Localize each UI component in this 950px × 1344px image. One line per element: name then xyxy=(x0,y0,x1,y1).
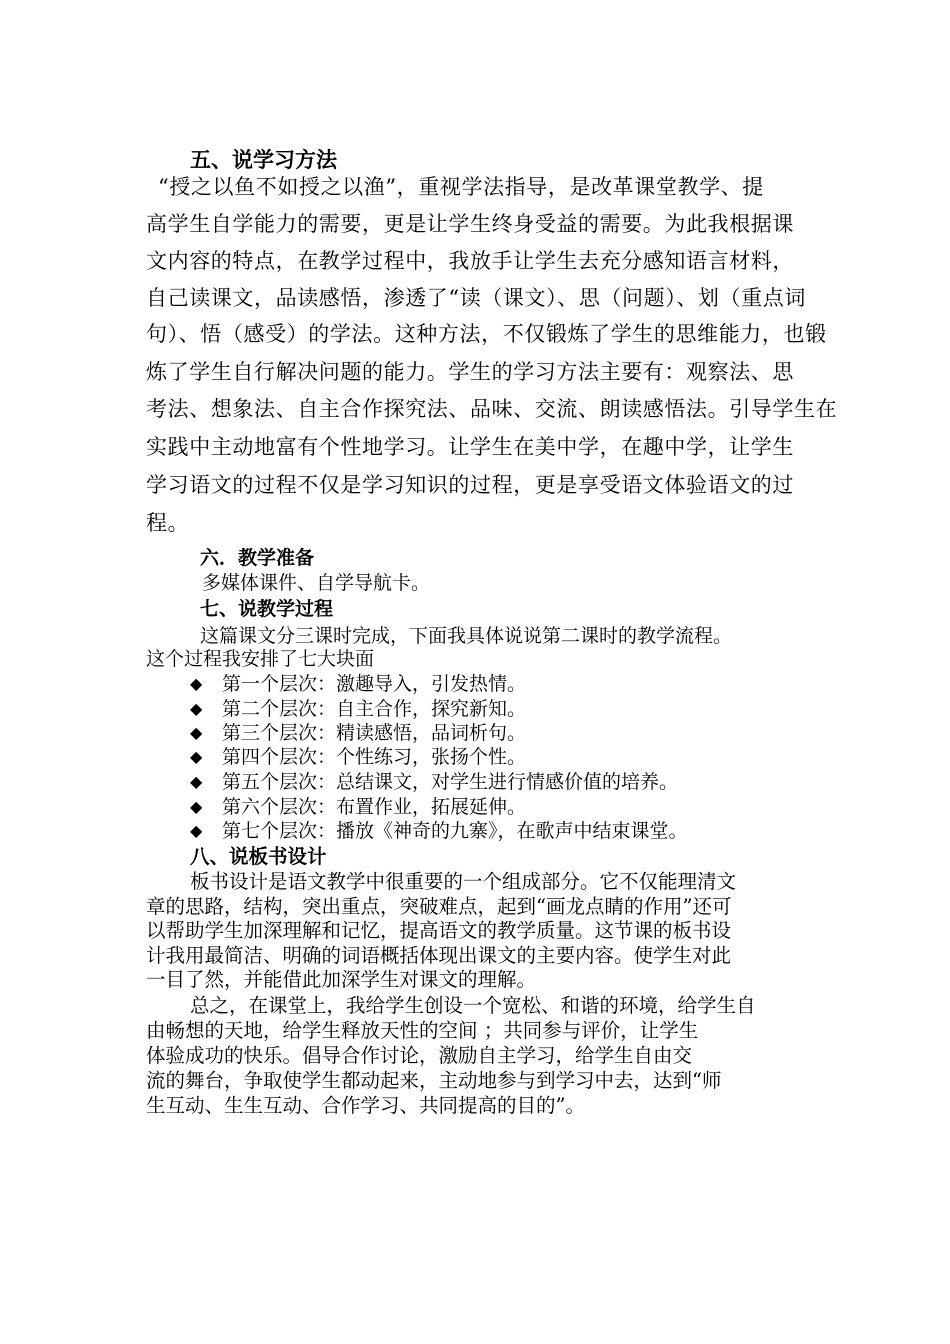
list-item: 第六个层次：布置作业，拓展延伸。 xyxy=(222,796,527,818)
list-item: 第一个层次：激趣导入，引发热情。 xyxy=(222,673,527,695)
paragraph-line: 以帮助学生加深理解和记忆，提高语文的教学质量。这节课的板书设 xyxy=(146,919,732,942)
paragraph-line: 一目了然，并能借此加深学生对课文的理解。 xyxy=(146,968,537,991)
paragraph-line: 句）、悟（感受）的学法。这种方法，不仅锻炼了学生的思维能力，也锻 xyxy=(146,322,827,346)
diamond-bullet-icon: ◆ xyxy=(190,797,203,816)
paragraph-line: 体验成功的快乐。倡导合作讨论，激励自主学习，给学生自由交 xyxy=(146,1044,693,1067)
paragraph-line: 生互动、生生互动、合作学习、共同提高的目的”。 xyxy=(146,1094,585,1117)
paragraph-line: 高学生自学能力的需要，更是让学生终身受益的需要。为此我根据课 xyxy=(146,212,794,236)
section-heading: 七、说教学过程 xyxy=(200,598,334,620)
section-heading: 八、说板书设计 xyxy=(190,845,327,868)
list-item: 第七个层次：播放《神奇的九寨》，在歌声中结束课堂。 xyxy=(222,820,688,842)
paragraph-line: 这个过程我安排了七大块面 xyxy=(146,648,375,670)
list-item: 第三个层次：精读感悟，品词析句。 xyxy=(222,722,527,744)
paragraph-line: 总之，在课堂上，我给学生创设一个宽松、和谐的环境，给学生自 xyxy=(190,994,756,1017)
paragraph-line: 程。 xyxy=(146,511,190,535)
list-item: 第四个层次：个性练习，张扬个性。 xyxy=(222,746,527,768)
diamond-bullet-icon: ◆ xyxy=(190,821,203,840)
paragraph-line: “授之以鱼不如授之以渔”，重视学法指导，是改革课堂教学、提 xyxy=(158,175,764,199)
section-heading: 五、说学习方法 xyxy=(190,147,337,172)
paragraph-line: 文内容的特点，在教学过程中，我放手让学生去充分感知语言材料， xyxy=(146,249,794,273)
preparation-text: 多媒体课件、自学导航卡。 xyxy=(202,572,431,594)
section-heading: 六．教学准备 xyxy=(200,547,315,569)
paragraph-line: 计我用最简洁、明确的词语概括体现出课文的主要内容。使学生对此 xyxy=(146,944,732,967)
paragraph-line: 由畅想的天地，给学生释放天性的空间 ；共同参与评价，让学生 xyxy=(146,1019,699,1042)
list-item: 第五个层次：总结课文，对学生进行情感价值的培养。 xyxy=(222,771,679,793)
paragraph-line: 炼了学生自行解决问题的能力。学生的学习方法主要有：观察法、思 xyxy=(146,360,794,384)
list-item: 第二个层次：自主合作，探究新知。 xyxy=(222,698,527,720)
paragraph-line: 学习语文的过程不仅是学习知识的过程，更是享受语文体验语文的过 xyxy=(146,473,794,497)
diamond-bullet-icon: ◆ xyxy=(190,699,203,718)
diamond-bullet-icon: ◆ xyxy=(190,772,203,791)
diamond-bullet-icon: ◆ xyxy=(190,747,203,766)
diamond-bullet-icon: ◆ xyxy=(190,723,203,742)
diamond-bullet-icon: ◆ xyxy=(190,674,203,693)
paragraph-line: 章的思路，结构，突出重点，突破难点，起到“画龙点睛的作用”还可 xyxy=(146,895,732,918)
paragraph-line: 自己读课文，品读感悟，渗透了“读（课文）、思（问题）、划（重点词 xyxy=(146,286,806,310)
paragraph-line: 实践中主动地富有个性地学习。让学生在美中学，在趣中学，让学生 xyxy=(146,435,794,459)
paragraph-line: 这篇课文分三课时完成，下面我具体说说第二课时的教学流程。 xyxy=(200,625,733,647)
paragraph-line: 考法、想象法、自主合作探究法、品味、交流、朗读感悟法。引导学生在 xyxy=(146,397,838,421)
paragraph-line: 板书设计是语文教学中很重要的一个组成部分。它不仅能理清文 xyxy=(190,870,737,893)
paragraph-line: 流的舞台，争取使学生都动起来，主动地参与到学习中去，达到“师 xyxy=(146,1069,722,1092)
